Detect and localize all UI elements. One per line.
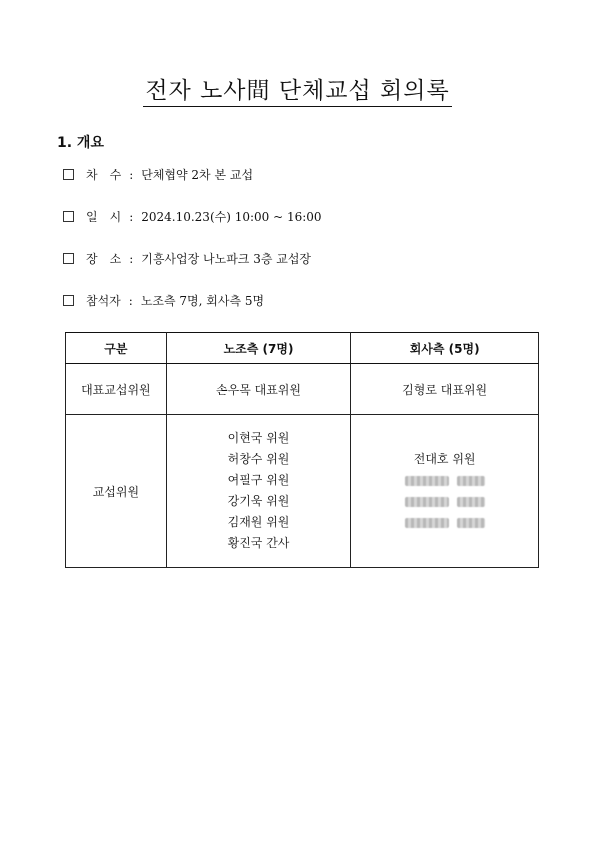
item-value: 노조측 7명, 회사측 5명 bbox=[140, 294, 265, 308]
table-row bbox=[66, 415, 539, 568]
cell-category: 대표교섭위원 bbox=[66, 364, 167, 415]
item-label: 일 시 bbox=[86, 210, 122, 224]
member-name: 전대호 위원 bbox=[413, 452, 476, 466]
item-value: 단체협약 2차 본 교섭 bbox=[141, 168, 254, 182]
table-row bbox=[66, 364, 539, 415]
header-category: 구분 bbox=[66, 333, 167, 364]
header-company: 회사측 (5명) bbox=[351, 333, 539, 364]
member-name: 강기욱 위원 bbox=[227, 494, 290, 508]
checkbox-icon bbox=[63, 211, 74, 222]
redacted-name bbox=[351, 470, 538, 491]
member-name: 허창수 위원 bbox=[227, 452, 290, 466]
member-name: 이현국 위원 bbox=[227, 431, 290, 445]
cell-union-members bbox=[166, 415, 351, 568]
section-heading: 1. 개요 bbox=[57, 135, 104, 151]
member-name: 김재원 위원 bbox=[227, 515, 290, 529]
document-title-wrap bbox=[0, 72, 595, 105]
item-label: 참석자 bbox=[86, 294, 121, 308]
item-attendees: 참석자 : 노조측 7명, 회사측 5명 bbox=[63, 292, 264, 309]
item-label: 차 수 bbox=[86, 168, 122, 182]
item-value: 2024.10.23(수) 10:00 ~ 16:00 bbox=[141, 210, 322, 224]
member-name: 여필구 위원 bbox=[227, 473, 290, 487]
cell-company-rep: 김형로 대표위원 bbox=[351, 364, 539, 415]
header-union: 노조측 (7명) bbox=[166, 333, 351, 364]
checkbox-icon bbox=[63, 253, 74, 264]
redacted-name bbox=[351, 512, 538, 533]
item-round: 차 수 : 단체협약 2차 본 교섭 bbox=[63, 166, 253, 183]
item-label: 장 소 bbox=[86, 252, 122, 266]
checkbox-icon bbox=[63, 169, 74, 180]
item-place: 장 소 : 기흥사업장 나노파크 3층 교섭장 bbox=[63, 250, 311, 267]
checkbox-icon bbox=[63, 295, 74, 306]
item-value: 기흥사업장 나노파크 3층 교섭장 bbox=[141, 252, 312, 266]
document-title: 전자 노사間 단체교섭 회의록 bbox=[143, 78, 451, 107]
cell-company-members bbox=[351, 415, 539, 568]
attendee-table bbox=[65, 332, 539, 568]
cell-category: 교섭위원 bbox=[66, 415, 167, 568]
redacted-name bbox=[351, 491, 538, 512]
item-datetime: 일 시 : 2024.10.23(수) 10:00 ~ 16:00 bbox=[63, 208, 322, 225]
member-name: 황진국 간사 bbox=[227, 536, 290, 550]
cell-union-rep: 손우목 대표위원 bbox=[166, 364, 351, 415]
